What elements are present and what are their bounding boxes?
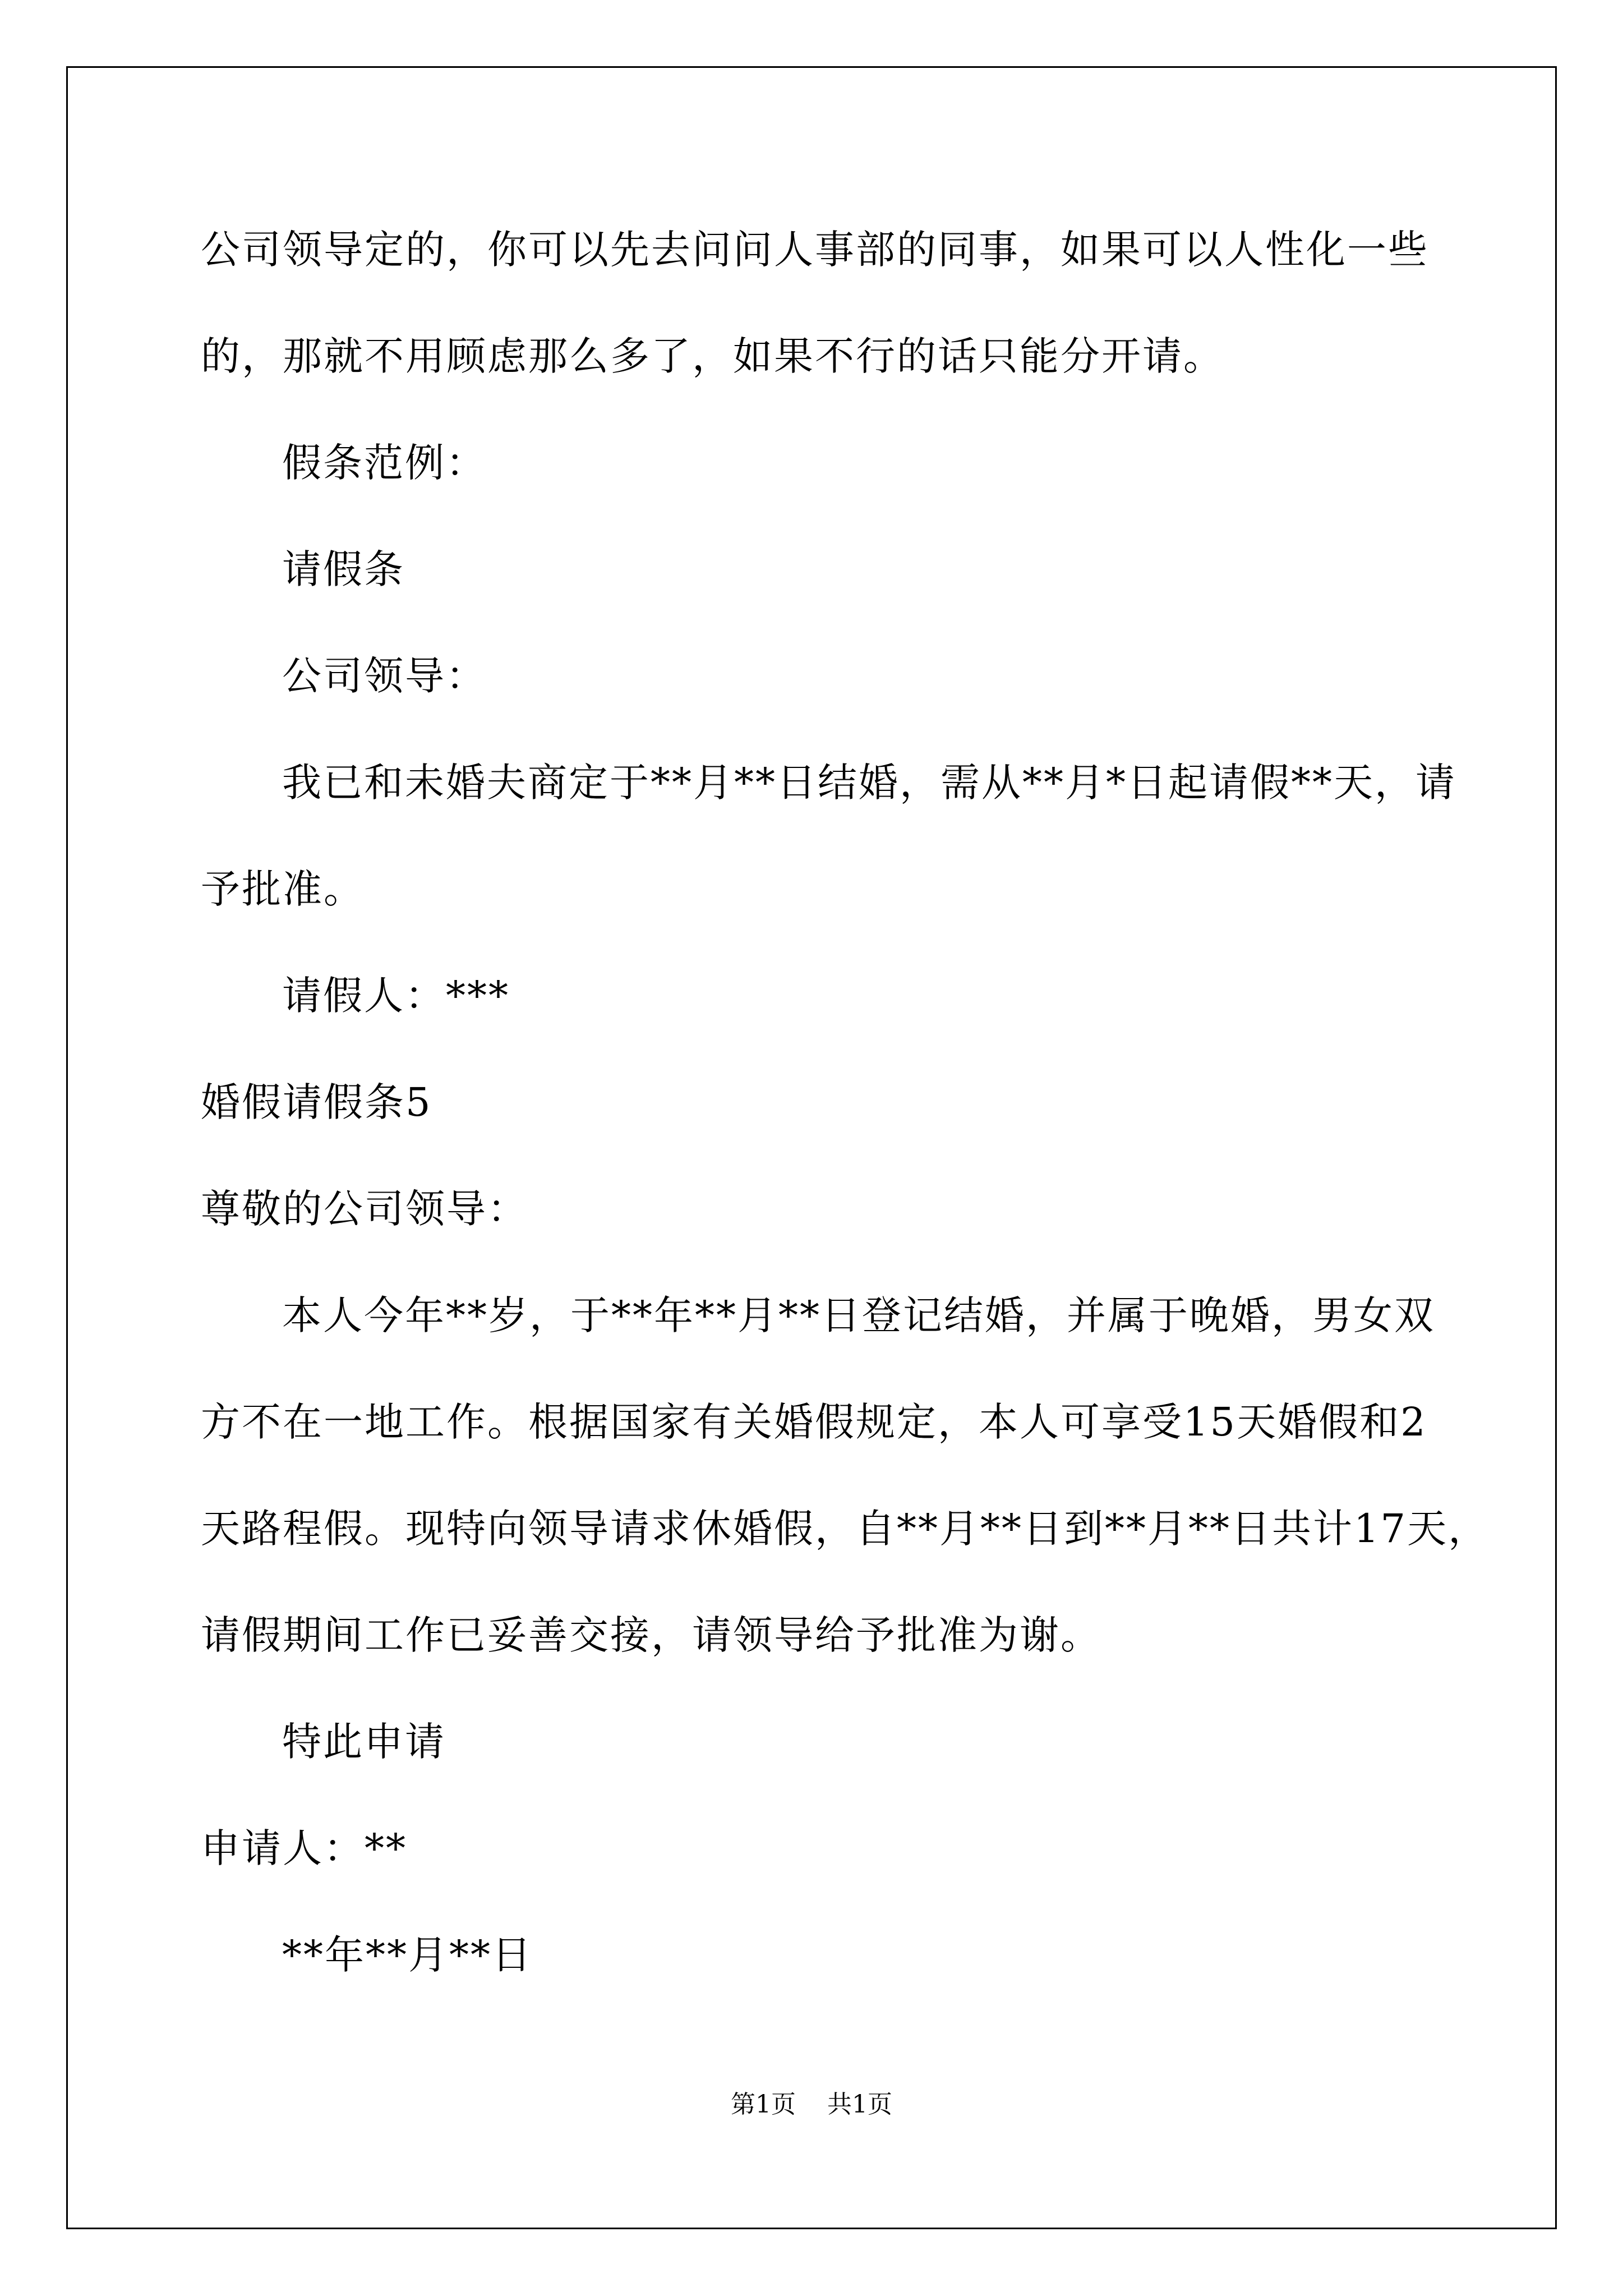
body-line: 我已和未婚夫商定于**月**日结婚，需从**月*日起请假**天，请 <box>282 760 1456 806</box>
body-line: 本人今年**岁，于**年**月**日登记结婚，并属于晚婚，男女双 <box>282 1292 1435 1338</box>
page-number: 第1页 共1页 <box>731 2090 892 2119</box>
body-line: 方不在一地工作。根据国家有关婚假规定，本人可享受15天婚假和2 <box>201 1399 1427 1445</box>
salutation: 尊敬的公司领导： <box>201 1186 528 1232</box>
page-border <box>66 66 1557 2229</box>
section-label: 假条范例： <box>282 440 487 486</box>
salutation: 公司领导： <box>282 653 487 699</box>
date-line: **年**月**日 <box>282 1932 533 1978</box>
body-line: 请假期间工作已妥善交接，请领导给予批准为谢。 <box>201 1612 1101 1658</box>
note-title: 请假条 <box>282 546 405 592</box>
signature-line: 请假人：*** <box>282 973 510 1019</box>
body-line: 予批准。 <box>201 866 365 912</box>
body-line: 天路程假。现特向领导请求休婚假，自**月**日到**月**日共计17天， <box>201 1506 1490 1552</box>
section-heading: 婚假请假条5 <box>201 1079 432 1125</box>
body-line: 公司领导定的，你可以先去问问人事部的同事，如果可以人性化一些 <box>201 227 1429 273</box>
closing-line: 特此申请 <box>282 1719 446 1765</box>
body-line: 的，那就不用顾虑那么多了，如果不行的话只能分开请。 <box>201 333 1224 379</box>
signature-line: 申请人：** <box>201 1825 407 1871</box>
